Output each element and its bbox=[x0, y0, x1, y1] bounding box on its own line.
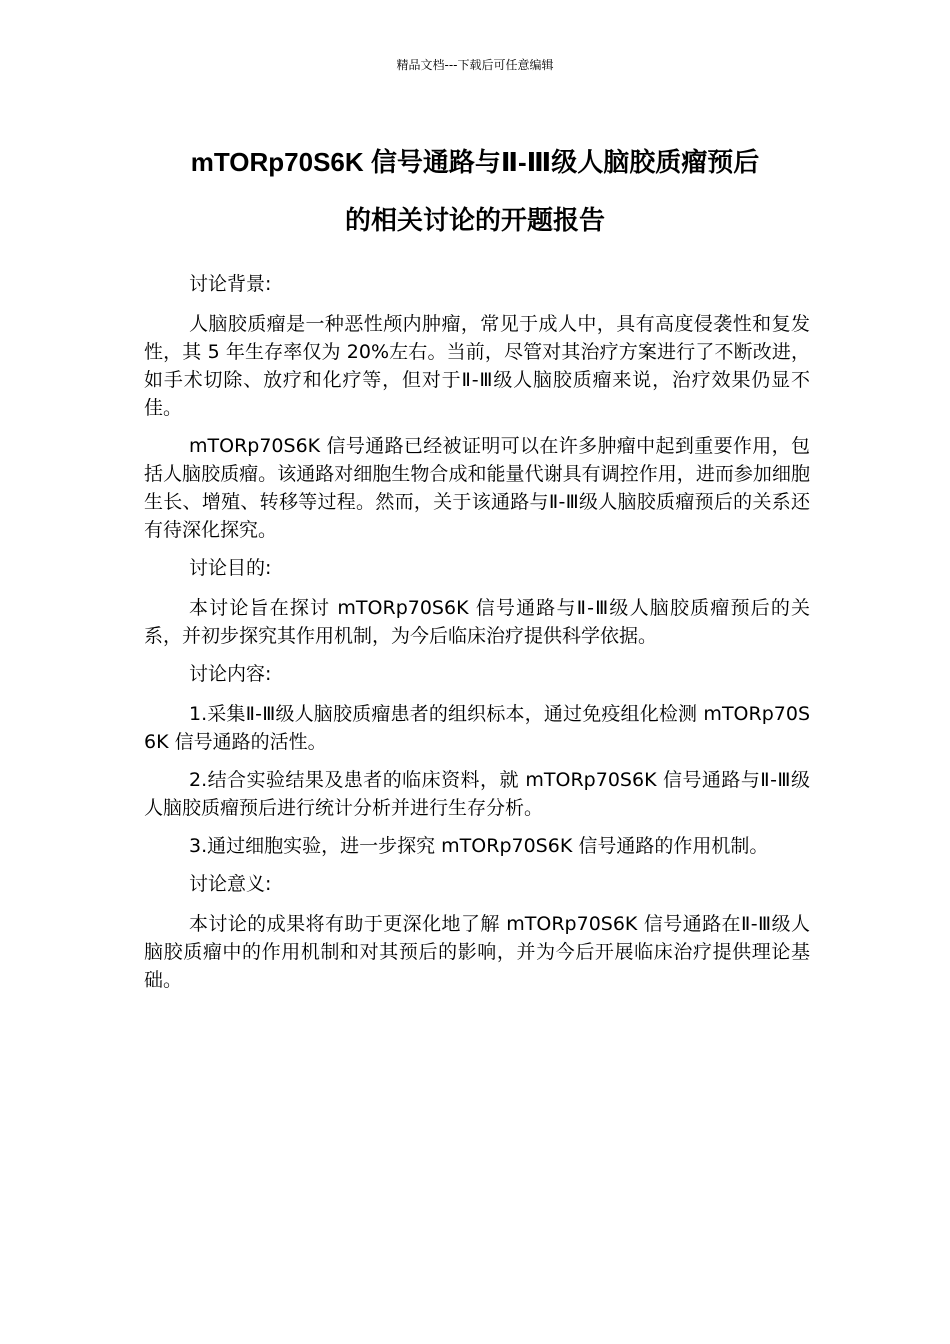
document-body bbox=[144, 270, 810, 1004]
content-item-1: 1.采集Ⅱ-Ⅲ级人脑胶质瘤患者的组织标本，通过免疫组化检测 mTORp70S6K 信号通路的活性。 bbox=[144, 703, 810, 753]
document-title bbox=[130, 133, 820, 249]
document-title-line-1: mTORp70S6K 信号通路与Ⅱ-Ⅲ级人脑胶质瘤预后 bbox=[190, 147, 760, 177]
section-heading-background: 讨论背景: bbox=[189, 273, 272, 295]
background-paragraph-1: 人脑胶质瘤是一种恶性颅内肿瘤，常见于成人中，具有高度侵袭性和复发性，其 5 年生存率仅为 20%左右。当前，尽管对其治疗方案进行了不断改进，如手术切除、放疗和化疗等，但对于Ⅱ-Ⅲ级人脑胶质瘤来说，治疗效果仍显不佳。 bbox=[144, 313, 810, 419]
content-item-2: 2.结合实验结果及患者的临床资料，就 mTORp70S6K 信号通路与Ⅱ-Ⅲ级人脑胶质瘤预后进行统计分析并进行生存分析。 bbox=[144, 769, 810, 819]
background-paragraph-2: mTORp70S6K 信号通路已经被证明可以在许多肿瘤中起到重要作用，包括人脑胶质瘤。该通路对细胞生物合成和能量代谢具有调控作用，进而参加细胞生长、增殖、转移等过程。然而，关于该通路与Ⅱ-Ⅲ级人脑胶质瘤预后的关系还有待深化探究。 bbox=[144, 435, 810, 541]
significance-paragraph: 本讨论的成果将有助于更深化地了解 mTORp70S6K 信号通路在Ⅱ-Ⅲ级人脑胶质瘤中的作用机制和对其预后的影响，并为今后开展临床治疗提供理论基础。 bbox=[144, 913, 810, 991]
document-title-line-2: 的相关讨论的开题报告 bbox=[344, 205, 605, 235]
page-header: 精品文档---下载后可任意编辑 bbox=[396, 58, 554, 72]
purpose-paragraph: 本讨论旨在探讨 mTORp70S6K 信号通路与Ⅱ-Ⅲ级人脑胶质瘤预后的关系，并初步探究其作用机制，为今后临床治疗提供科学依据。 bbox=[144, 597, 810, 647]
content-item-3: 3.通过细胞实验，进一步探究 mTORp70S6K 信号通路的作用机制。 bbox=[189, 835, 769, 857]
section-heading-significance: 讨论意义: bbox=[189, 873, 272, 895]
section-heading-purpose: 讨论目的: bbox=[189, 557, 272, 579]
section-heading-content: 讨论内容: bbox=[189, 663, 272, 685]
